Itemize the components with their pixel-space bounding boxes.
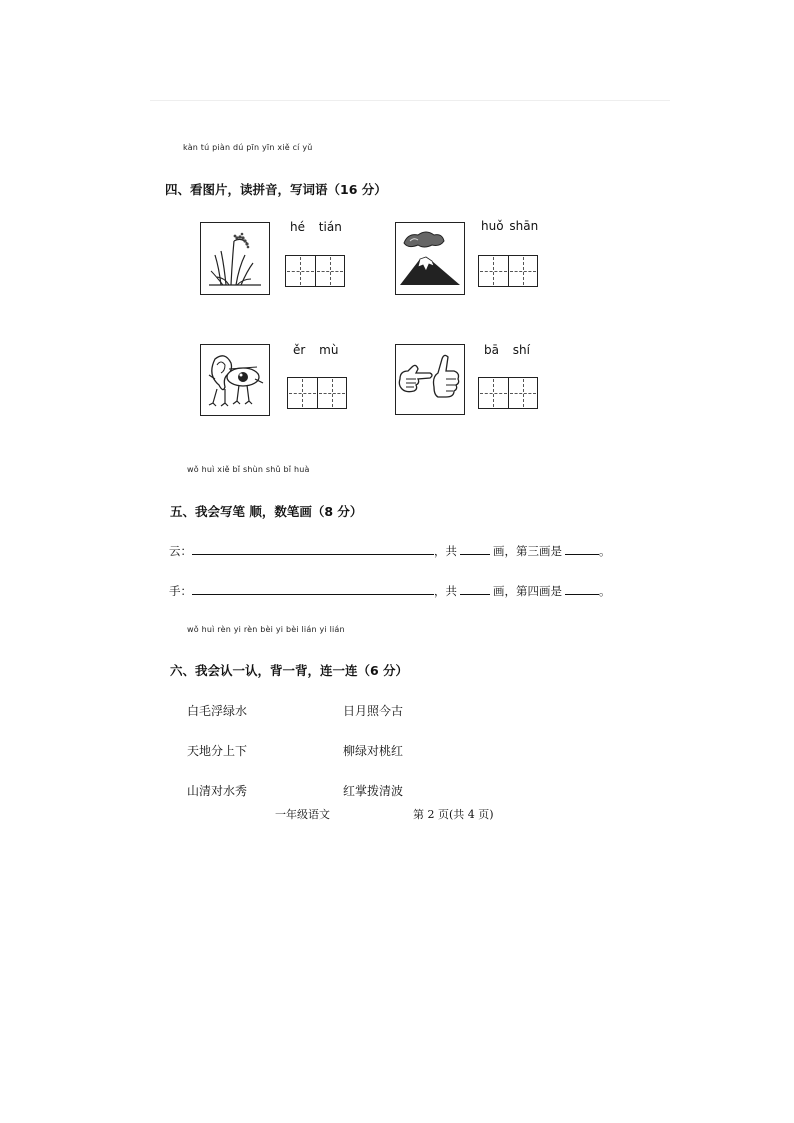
section5-pinyin: wǒ huì xiě bǐ shùn shǔ bǐ huà: [187, 465, 310, 474]
char-label: 云：: [169, 544, 192, 558]
stroke-row-shou: [169, 582, 611, 599]
section6-pinyin: wǒ huì rèn yi rèn bèi yi bèi lián yi lián: [187, 625, 345, 634]
section4-title: 四、看图片，读拼音，写词语（16 分）: [165, 182, 387, 197]
hands-icon: [395, 344, 465, 415]
ear-eye-icon: [200, 344, 270, 416]
volcano-icon: [395, 222, 465, 295]
poem-right-2[interactable]: 柳绿对桃红: [343, 744, 404, 758]
poem-left-1[interactable]: 白毛浮绿水: [187, 704, 248, 718]
writing-grid[interactable]: [285, 255, 345, 287]
stroke-answer-blank[interactable]: [565, 582, 599, 595]
stroke-count-blank[interactable]: [460, 542, 490, 555]
pinyin-ermu: ěr mù: [293, 343, 339, 357]
count-label: ，共: [434, 544, 457, 558]
char-label: 手：: [169, 584, 192, 598]
poem-right-1[interactable]: 日月照今古: [343, 704, 404, 718]
count-label: ，共: [434, 584, 457, 598]
stroke-order-blank[interactable]: [192, 542, 434, 555]
writing-grid[interactable]: [478, 377, 538, 409]
end-mark: 。: [599, 584, 611, 598]
writing-grid[interactable]: [478, 255, 538, 287]
top-rule: [150, 100, 670, 101]
stroke-count-blank[interactable]: [460, 582, 490, 595]
stroke-question-label: 画，第三画是: [493, 544, 562, 558]
section6-title: 六、我会认一认，背一背，连一连（6 分）: [170, 663, 409, 678]
footer-subject: 一年级语文: [275, 808, 330, 821]
section5-title: 五、我会写笔 顺，数笔画（8 分）: [170, 504, 363, 519]
poem-left-2[interactable]: 天地分上下: [187, 744, 248, 758]
rice-plant-icon: [200, 222, 270, 295]
poem-right-3[interactable]: 红掌拨清波: [343, 784, 404, 798]
footer-page-number: 第 2 页(共 4 页): [413, 808, 494, 821]
writing-grid[interactable]: [287, 377, 347, 409]
pinyin-hetian: hé tián: [290, 220, 342, 234]
stroke-row-yun: [169, 542, 611, 559]
pinyin-bashi: bā shí: [484, 343, 530, 357]
end-mark: 。: [599, 544, 611, 558]
stroke-question-label: 画，第四画是: [493, 584, 562, 598]
section4-pinyin: kàn tú piàn dú pīn yīn xiě cí yǔ: [183, 143, 313, 152]
stroke-answer-blank[interactable]: [565, 542, 599, 555]
pinyin-huoshan: huǒ shān: [481, 219, 539, 233]
stroke-order-blank[interactable]: [192, 582, 434, 595]
poem-left-3[interactable]: 山清对水秀: [187, 784, 248, 798]
